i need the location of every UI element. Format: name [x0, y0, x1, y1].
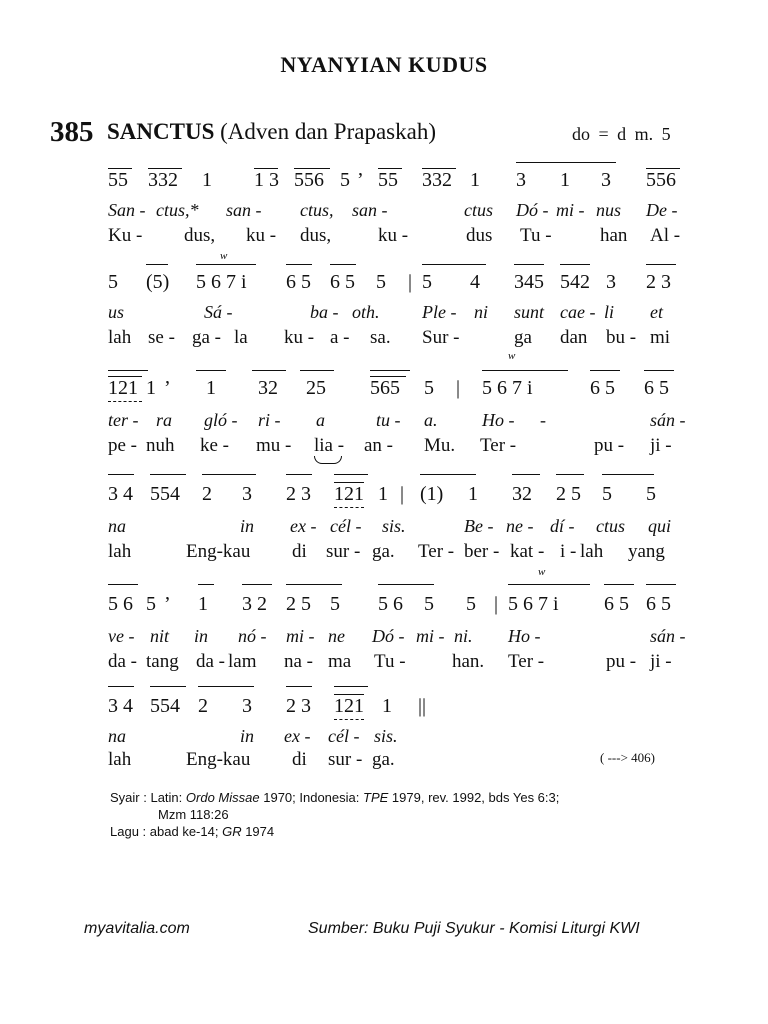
indonesian-lyric: Ter - [480, 435, 517, 456]
latin-lyric: san - [226, 200, 262, 220]
note-group: 3 [242, 695, 252, 717]
indonesian-lyric: dan [560, 327, 588, 348]
note-group: 5 6 [378, 593, 403, 615]
note-group: 6 5 [646, 593, 671, 615]
indonesian-lyric: ga. [372, 541, 395, 562]
note-group: 3 [606, 271, 616, 293]
indonesian-lyric: bu - [606, 327, 637, 348]
note-group: 121 [108, 377, 138, 399]
note-group: 1 [468, 483, 478, 505]
note-group: 121 [334, 695, 364, 717]
footer-source: Sumber: Buku Puji Syukur - Komisi Liturgi KWI [308, 920, 640, 937]
note-group: 2 5 [556, 483, 581, 505]
indonesian-lyric: yang [628, 541, 665, 562]
latin-lyric: - [540, 410, 546, 430]
latin-lyric: mi - [556, 200, 585, 220]
breath-mark: ’ [164, 593, 171, 615]
latin-lyric: sán - [650, 626, 686, 646]
note-group: 5 [424, 593, 434, 615]
indonesian-lyric: lia - [314, 435, 345, 456]
latin-lyric: mi - [416, 626, 445, 646]
latin-lyric: ra [156, 410, 173, 430]
latin-lyric: Dó - [372, 626, 405, 646]
music-system-2: w 5 (5) 5 6 7 i 6 5 6 5 5 | 5 4 345 542 3 2 3 us Sá - ba - oth. Ple - ni sunt cae - li et lah se - ga - la ku - a - sa. Sur - ga dan bu - mi [0, 270, 768, 370]
indonesian-lyric: ji - [650, 435, 672, 456]
note-group: 5 [376, 271, 386, 293]
indonesian-lyric: di [292, 541, 307, 562]
latin-lyric: tu - [376, 410, 401, 430]
breath-mark: ’ [357, 169, 364, 191]
latin-lyric: sis. [374, 726, 398, 746]
latin-lyric: us [108, 302, 125, 322]
indonesian-lyric: ga. [372, 749, 395, 770]
indonesian-lyric: lam [228, 651, 257, 672]
latin-lyric: ter - [108, 410, 139, 430]
note-group: 3 2 [242, 593, 267, 615]
note-group: 1 [202, 169, 212, 191]
latin-lyric: sunt [514, 302, 545, 322]
indonesian-lyric: Ku - [108, 225, 143, 246]
note-group: 5 [602, 483, 612, 505]
indonesian-lyric: lah [108, 541, 132, 562]
latin-lyric: sis. [382, 516, 406, 536]
indonesian-lyric: dus, [300, 225, 332, 246]
note-group: 556 [294, 169, 324, 191]
indonesian-lyric: sur - [328, 749, 363, 770]
note-group: 5 6 7 i [196, 271, 247, 293]
credits-lagu: Lagu : abad ke-14; GR 1974 [110, 824, 275, 839]
hymn-title-block [107, 119, 436, 145]
latin-lyric: qui [648, 516, 672, 536]
indonesian-lyric: lah [108, 327, 132, 348]
note-group: 32 [258, 377, 278, 399]
indonesian-lyric: na - [284, 651, 314, 672]
note-group: 2 5 [286, 593, 311, 615]
note-group: 1 [146, 377, 156, 399]
latin-lyric: ve - [108, 626, 135, 646]
note-group: 2 3 [646, 271, 671, 293]
latin-lyric: De - [646, 200, 678, 220]
latin-lyric: li [604, 302, 615, 322]
note-group: 345 [514, 271, 544, 293]
key-signature: do = d m. 5 [572, 124, 671, 144]
footer-website: myavitalia.com [84, 920, 190, 937]
latin-lyric: cae - [560, 302, 596, 322]
note-group: 2 3 [286, 695, 311, 717]
indonesian-lyric: ku - [378, 225, 409, 246]
latin-lyric: a. [424, 410, 438, 430]
latin-lyric: ctus,* [156, 200, 199, 220]
indonesian-lyric: se - [148, 327, 175, 348]
latin-lyric: in [240, 516, 255, 536]
indonesian-lyric: sa. [370, 327, 391, 348]
note-group: 554 [150, 483, 180, 505]
latin-lyric: ni [474, 302, 489, 322]
indonesian-lyric: Tu - [520, 225, 552, 246]
note-group: 1 [382, 695, 392, 717]
note-group: 542 [560, 271, 590, 293]
note-group: 2 [202, 483, 212, 505]
note-group: 1 [560, 169, 570, 191]
indonesian-lyric: an - [364, 435, 394, 456]
latin-lyric: na [108, 726, 126, 746]
note-group: 55 [378, 169, 398, 191]
latin-lyric: Dó - [516, 200, 549, 220]
latin-lyric: in [194, 626, 209, 646]
note-group: 5 [422, 271, 432, 293]
indonesian-lyric: Eng-kau [186, 541, 251, 562]
indonesian-lyric: ber - [464, 541, 500, 562]
latin-lyric: oth. [352, 302, 380, 322]
note-group: 3 [516, 169, 526, 191]
latin-lyric: ba - [310, 302, 339, 322]
latin-lyric: cél - [330, 516, 362, 536]
indonesian-lyric: lah [580, 541, 604, 562]
note-group: 6 5 [590, 377, 615, 399]
indonesian-lyric: ma [328, 651, 352, 672]
latin-lyric: Sá - [204, 302, 233, 322]
latin-lyric: Ple - [422, 302, 457, 322]
latin-lyric: mi - [286, 626, 315, 646]
indonesian-lyric: di [292, 749, 307, 770]
double-barline: || [418, 695, 427, 717]
indonesian-lyric: i - [560, 541, 577, 562]
note-group: 1 [470, 169, 480, 191]
note-group: 5 [646, 483, 656, 505]
barline: | [408, 271, 413, 293]
note-group: 3 [242, 483, 252, 505]
note-group: 3 [601, 169, 611, 191]
note-group: 5 6 [108, 593, 133, 615]
latin-lyric: Ho - [508, 626, 541, 646]
note-group: 55 [108, 169, 128, 191]
note-group: 1 [198, 593, 208, 615]
indonesian-lyric: ga - [192, 327, 222, 348]
indonesian-lyric: dus, [184, 225, 216, 246]
latin-lyric: sán - [650, 410, 686, 430]
latin-lyric: san - [352, 200, 388, 220]
note-group: 565 [370, 377, 400, 399]
hymn-number: 385 [50, 116, 94, 148]
latin-lyric: ex - [290, 516, 317, 536]
indonesian-lyric: Eng-kau [186, 749, 251, 770]
note-group: 5 [424, 377, 434, 399]
music-system-3: w 121 1 ’ 1 32 25 565 5 | 5 6 7 i 6 5 6 5 ter - ra gló - ri - a tu - a. Ho - - sán - pe - nuh ke - mu - lia - an - Mu. Ter - pu - ji - [0, 376, 768, 476]
indonesian-lyric: ku - [284, 327, 315, 348]
note-group: (5) [146, 271, 170, 293]
indonesian-lyric: a - [330, 327, 350, 348]
credits-syair-line2: Mzm 118:26 [158, 807, 229, 822]
indonesian-lyric: pe - [108, 435, 138, 456]
barline: | [400, 483, 405, 505]
latin-lyric: Ho - [482, 410, 515, 430]
indonesian-lyric: ji - [650, 651, 672, 672]
barline: | [494, 593, 499, 615]
latin-lyric: dí - [550, 516, 575, 536]
indonesian-lyric: han [600, 225, 628, 246]
indonesian-lyric: lah [108, 749, 132, 770]
indonesian-lyric: ku - [246, 225, 277, 246]
latin-lyric: San - [108, 200, 146, 220]
indonesian-lyric: kat - [510, 541, 545, 562]
note-group: 556 [646, 169, 676, 191]
barline: | [456, 377, 461, 399]
note-group: 2 3 [286, 483, 311, 505]
indonesian-lyric: tang [146, 651, 179, 672]
indonesian-lyric: Tu - [374, 651, 406, 672]
note-group: 3 4 [108, 483, 133, 505]
latin-lyric: ne [328, 626, 345, 646]
indonesian-lyric: Al - [650, 225, 681, 246]
indonesian-lyric: nuh [146, 435, 175, 456]
credits-syair: Syair : Latin: Ordo Missae 1970; Indonesia: TPE 1979, rev. 1992, bds Yes 6:3; [110, 790, 560, 805]
note-group: 1 [378, 483, 388, 505]
breath-mark: ’ [164, 377, 171, 399]
note-group: 554 [150, 695, 180, 717]
latin-lyric: ctus, [300, 200, 334, 220]
latin-lyric: cél - [328, 726, 360, 746]
latin-lyric: a [316, 410, 325, 430]
note-group: 332 [422, 169, 452, 191]
hymn-subtitle: (Adven dan Prapaskah) [220, 119, 436, 144]
note-group: 25 [306, 377, 326, 399]
latin-lyric: ni. [454, 626, 473, 646]
indonesian-lyric: pu - [606, 651, 637, 672]
note-group: (1) [420, 483, 444, 505]
note-group: 6 5 [604, 593, 629, 615]
note-group: 2 [198, 695, 208, 717]
note-group: 5 [146, 593, 156, 615]
indonesian-lyric: mu - [256, 435, 292, 456]
music-system-5: w 5 6 5 ’ 1 3 2 2 5 5 5 6 5 5 | 5 6 7 i 6 5 6 5 ve - nit in nó - mi - ne Dó - mi - ni. Ho - sán - da - tang da - lam na - ma Tu - han. Ter - pu - ji - [108, 566, 686, 672]
indonesian-lyric: mi [650, 327, 671, 348]
music-system-1 [0, 168, 768, 268]
music-system-4 [0, 482, 768, 582]
indonesian-lyric: da - [108, 651, 138, 672]
note-group: 121 [334, 483, 364, 505]
latin-lyric: in [240, 726, 255, 746]
note-group: 3 4 [108, 695, 133, 717]
latin-lyric: nit [150, 626, 170, 646]
latin-lyric: ctus [464, 200, 493, 220]
indonesian-lyric: Ter - [508, 651, 545, 672]
latin-lyric: ri - [258, 410, 281, 430]
indonesian-lyric: la [234, 327, 248, 348]
page-title: NYANYIAN KUDUS [280, 52, 488, 77]
note-group: 6 5 [286, 271, 311, 293]
music-system-6 [0, 694, 768, 794]
indonesian-lyric: Mu. [424, 435, 456, 456]
note-group: 5 [340, 169, 350, 191]
indonesian-lyric: pu - [594, 435, 625, 456]
cross-reference: ( ---> 406) [600, 750, 655, 765]
latin-lyric: Be - [464, 516, 494, 536]
indonesian-lyric: Ter - [418, 541, 455, 562]
latin-lyric: ctus [596, 516, 625, 536]
note-group: 5 6 7 i [482, 377, 533, 399]
note-group: 6 5 [330, 271, 355, 293]
indonesian-lyric: dus [466, 225, 493, 246]
indonesian-lyric: ga [514, 327, 532, 348]
note-group: 6 5 [644, 377, 669, 399]
latin-lyric: gló - [204, 410, 238, 430]
note-group: 1 3 [254, 169, 279, 191]
indonesian-lyric: sur - [326, 541, 361, 562]
indonesian-lyric: han. [452, 651, 485, 672]
note-group: 4 [470, 271, 480, 293]
indonesian-lyric: da - [196, 651, 226, 672]
indonesian-lyric: ke - [200, 435, 230, 456]
latin-lyric: na [108, 516, 126, 536]
latin-lyric: nus [596, 200, 622, 220]
note-group: 332 [148, 169, 178, 191]
note-group: 1 [206, 377, 216, 399]
note-group: 5 [466, 593, 476, 615]
latin-lyric: ne - [506, 516, 534, 536]
indonesian-lyric: Sur - [422, 327, 460, 348]
latin-lyric: et [650, 302, 663, 322]
note-group: 5 [108, 271, 118, 293]
latin-lyric: nó - [238, 626, 267, 646]
note-group: 32 [512, 483, 532, 505]
note-group: 5 6 7 i [508, 593, 559, 615]
latin-lyric: ex - [284, 726, 311, 746]
hymn-title: SANCTUS [107, 119, 215, 144]
note-group: 5 [330, 593, 340, 615]
